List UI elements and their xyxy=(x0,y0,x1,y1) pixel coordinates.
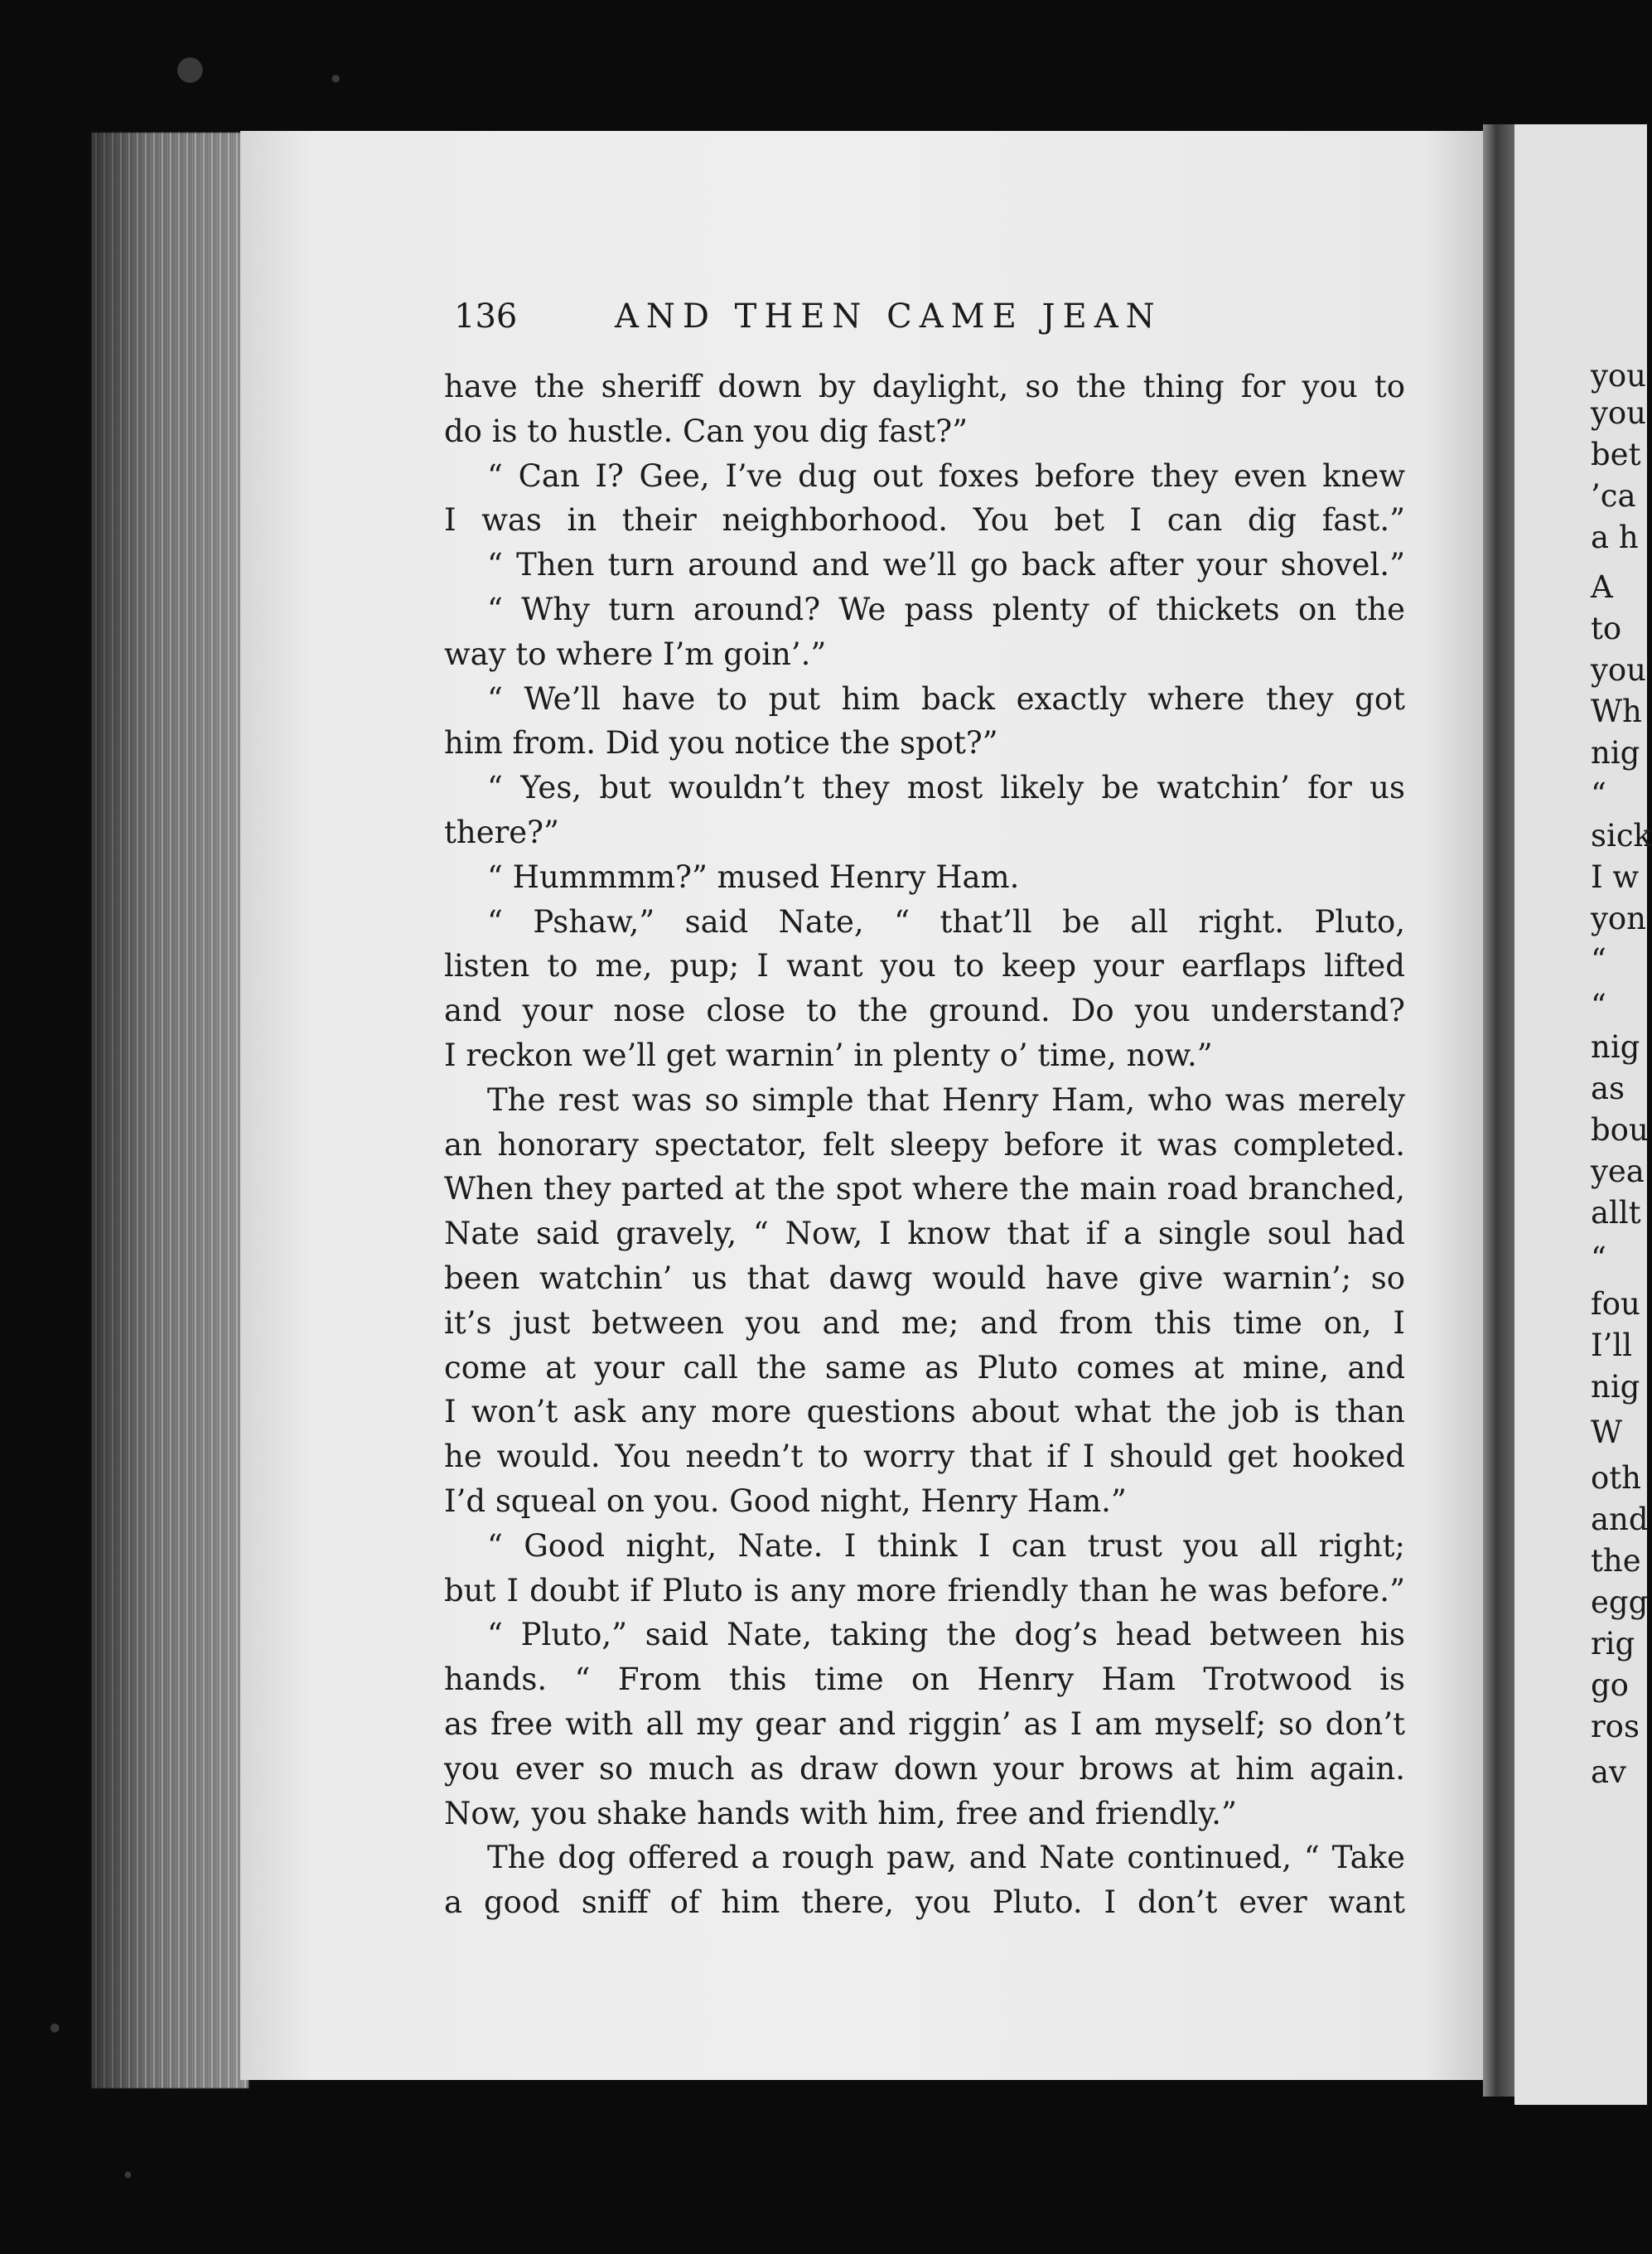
facing-page-fragment: egg xyxy=(1591,1584,1649,1620)
facing-page-fragment: allt xyxy=(1591,1195,1641,1231)
facing-page-fragment: a h xyxy=(1591,520,1639,555)
text-line: “ We’ll have to put him back exactly where they got xyxy=(487,680,1405,717)
facing-page-fragment: as xyxy=(1591,1071,1625,1106)
running-head xyxy=(454,297,1162,336)
facing-page-fragment: sick xyxy=(1591,818,1652,854)
facing-page-fragment: you xyxy=(1591,652,1647,688)
text-line: “ Yes, but wouldn’t they most likely be watchin’ for us xyxy=(487,770,1405,806)
facing-page-fragment: bou xyxy=(1591,1112,1649,1148)
text-line: hands. “ From this time on Henry Ham Trotwood is xyxy=(444,1661,1405,1698)
facing-page-fragment: ros xyxy=(1591,1709,1640,1744)
facing-page-fragment: nig xyxy=(1591,1029,1640,1065)
text-line: “ Can I? Gee, I’ve dug out foxes before they even knew xyxy=(487,457,1405,494)
facing-page-fragment: to xyxy=(1591,611,1622,646)
body-text xyxy=(444,365,1405,1925)
text-line: “ Pshaw,” said Nate, “ that’ll be all right. Pluto, xyxy=(487,903,1405,940)
text-line: do is to hustle. Can you dig fast?” xyxy=(444,413,968,449)
facing-page-fragment: I w xyxy=(1591,859,1640,895)
facing-page-fragment: “ xyxy=(1591,1241,1606,1276)
facing-page-fragment: you xyxy=(1591,358,1647,394)
text-line: Nate said gravely, “ Now, I know that if a single soul had xyxy=(444,1216,1405,1252)
dust-mark: ● xyxy=(50,2021,60,2034)
text-line: a good sniff of him there, you Pluto. I don’t ever want xyxy=(444,1884,1405,1921)
facing-page-fragment: A xyxy=(1591,569,1613,605)
facing-page-fragment: bet xyxy=(1591,437,1641,472)
text-line: I reckon we’ll get warnin’ in plenty o’ time, now.” xyxy=(444,1037,1213,1073)
text-line: you ever so much as draw down your brows at him again. xyxy=(444,1750,1405,1787)
text-line: it’s just between you and me; and from this time on, I xyxy=(444,1304,1405,1341)
page-number: 136 xyxy=(454,297,518,336)
facing-page-fragment: rig xyxy=(1591,1626,1635,1661)
text-line: When they parted at the spot where the main road branched, xyxy=(444,1171,1405,1207)
text-line: as free with all my gear and riggin’ as I am myself; so don’t xyxy=(444,1705,1405,1742)
facing-page-fragment: go xyxy=(1591,1667,1629,1703)
text-line: “ Pluto,” said Nate, taking the dog’s head between his xyxy=(487,1617,1405,1653)
text-line: I won’t ask any more questions about what the job is than xyxy=(444,1394,1405,1430)
facing-page-fragment: nig xyxy=(1591,1369,1640,1405)
text-line: “ Then turn around and we’ll go back after your shovel.” xyxy=(487,547,1405,583)
dust-mark: ● xyxy=(124,2170,132,2179)
text-line: there?” xyxy=(444,814,559,850)
facing-page-fragment: Wh xyxy=(1591,694,1642,729)
facing-page-fragment: W xyxy=(1591,1415,1623,1450)
text-line: an honorary spectator, felt sleepy before it was completed. xyxy=(444,1126,1405,1163)
facing-page-fragment: yea xyxy=(1591,1154,1645,1189)
facing-page-fragment: you xyxy=(1591,395,1647,431)
text-line: “ Why turn around? We pass plenty of thickets on the xyxy=(487,591,1405,627)
facing-page xyxy=(1514,124,1652,2105)
text-line: “ Good night, Nate. I think I can trust you all right; xyxy=(487,1527,1405,1564)
text-line: “ Hummmm?” mused Henry Ham. xyxy=(487,859,1020,895)
text-line: have the sheriff down by daylight, so the thing for you to xyxy=(444,369,1405,404)
text-line: he would. You needn’t to worry that if I should get hooked xyxy=(444,1439,1405,1475)
facing-page-fragment: and xyxy=(1591,1502,1649,1537)
facing-page-fragment: “ xyxy=(1591,942,1606,978)
facing-page-fragment: nig xyxy=(1591,735,1640,771)
text-line: listen to me, pup; I want you to keep your earflaps lifted xyxy=(444,948,1405,984)
dust-mark: ● xyxy=(331,72,341,84)
dust-mark: ● xyxy=(176,49,205,87)
facing-page-fragment: I’ll xyxy=(1591,1328,1633,1363)
facing-page-fragment: “ xyxy=(1591,988,1606,1023)
facing-page-fragment: fou xyxy=(1591,1286,1640,1322)
text-line: I’d squeal on you. Good night, Henry Ham.” xyxy=(444,1483,1127,1519)
book-gutter xyxy=(1483,124,1516,2097)
facing-page-fragment: ’ca xyxy=(1591,478,1636,514)
text-line: The dog offered a rough paw, and Nate continued, “ Take xyxy=(487,1840,1405,1876)
text-line: and your nose close to the ground. Do you understand? xyxy=(444,993,1405,1029)
text-line: I was in their neighborhood. You bet I can dig fast.” xyxy=(444,502,1405,539)
facing-page-fragment: yon xyxy=(1591,901,1647,936)
book-title: AND THEN CAME JEAN xyxy=(615,297,1162,336)
facing-page-fragment: “ xyxy=(1591,776,1606,812)
text-line: been watchin’ us that dawg would have give warnin’; so xyxy=(444,1260,1405,1296)
text-line: come at your call the same as Pluto comes at mine, and xyxy=(444,1349,1405,1386)
facing-page-fragment: the xyxy=(1591,1543,1641,1579)
text-line: way to where I’m goin’.” xyxy=(444,636,827,672)
page-edges xyxy=(91,133,249,2088)
text-line: Now, you shake hands with him, free and friendly.” xyxy=(444,1795,1237,1831)
text-line: The rest was so simple that Henry Ham, who was merely xyxy=(487,1081,1405,1118)
text-line: but I doubt if Pluto is any more friendly than he was before.” xyxy=(444,1572,1405,1608)
facing-page-fragment: oth xyxy=(1591,1460,1641,1496)
facing-page-fragment: av xyxy=(1591,1754,1626,1790)
text-line: him from. Did you notice the spot?” xyxy=(444,725,998,762)
